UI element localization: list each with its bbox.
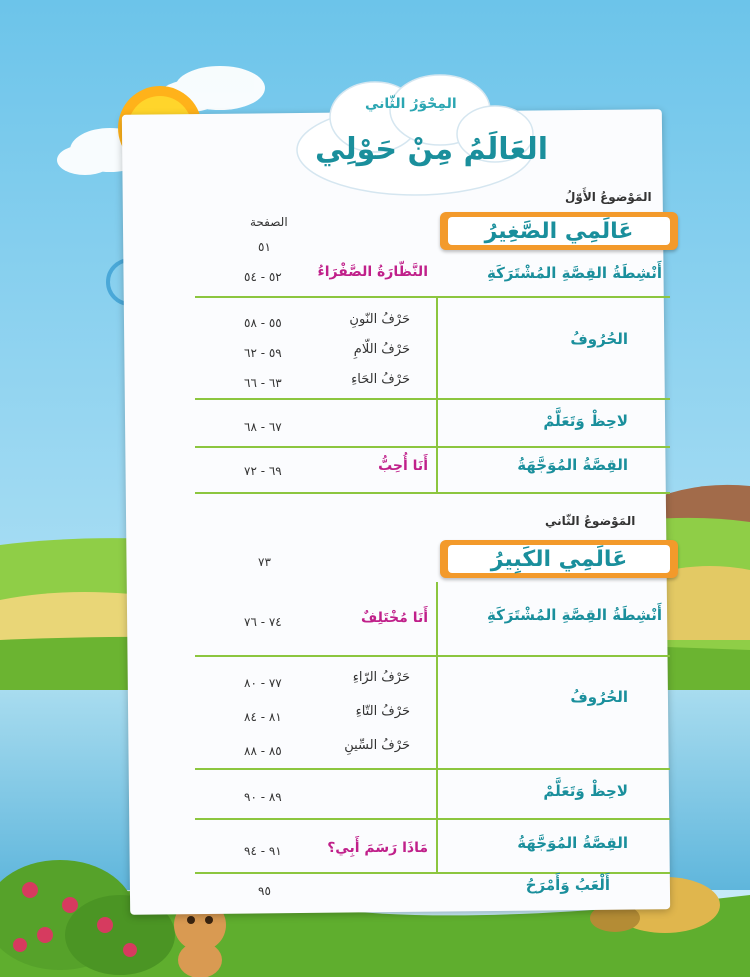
t2-section-observe: لاحِظْ وَتَعَلَّمْ (543, 782, 628, 800)
t2-pages-play: ٩٥ (258, 884, 271, 898)
divider (195, 446, 670, 448)
unit-title: العَالَمُ مِنْ حَوْلِي (315, 132, 549, 167)
t2-pages-letter-3: ٨٥ - ٨٨ (244, 744, 282, 758)
t1-section-observe: لاحِظْ وَتَعَلَّمْ (543, 412, 628, 430)
t2-section-letters: الحُرُوفُ (570, 688, 628, 706)
t2-item-letter-1: حَرْفُ الرّاءِ (352, 670, 410, 685)
t2-section-guided: القِصَّةُ المُوَجَّهَةُ (517, 834, 628, 852)
column-divider (436, 296, 438, 492)
t2-item-letter-2: حَرْفُ التّاءِ (355, 704, 410, 719)
topic1-start-page: ٥١ (258, 240, 271, 254)
divider (195, 768, 670, 770)
t1-pages-guided: ٦٩ - ٧٢ (244, 464, 282, 478)
t2-pages-observe: ٨٩ - ٩٠ (244, 790, 282, 804)
t1-item-shared: النَّظّارَةُ الصَّفْرَاءُ (317, 264, 428, 280)
unit-label: المِحْوَرُ الثّاني (365, 96, 457, 112)
t1-item-guided: أَنَا أُحِبُّ (378, 458, 428, 474)
t1-pages-letter-3: ٦٣ - ٦٦ (244, 376, 282, 390)
t2-item-letter-3: حَرْفُ السِّينِ (344, 738, 410, 753)
divider (195, 655, 670, 657)
t1-pages-shared: ٥٢ - ٥٤ (244, 270, 282, 284)
t1-item-letter-2: حَرْفُ اللّامِ (353, 342, 410, 357)
divider (195, 398, 670, 400)
topic1-title: عَالَمِي الصَّغِيرُ (448, 217, 670, 245)
topic2-start-page: ٧٣ (258, 555, 271, 569)
divider (195, 872, 670, 874)
t2-item-shared: أَنَا مُخْتَلِفٌ (360, 610, 428, 626)
topic1-banner (440, 212, 678, 250)
t1-pages-letter-1: ٥٥ - ٥٨ (244, 316, 282, 330)
t2-pages-letter-2: ٨١ - ٨٤ (244, 710, 282, 724)
t2-pages-guided: ٩١ - ٩٤ (244, 844, 282, 858)
topic1-label: المَوْضوعُ الأَوّلُ (565, 190, 652, 204)
topic2-label: المَوْضوعُ الثّاني (545, 514, 636, 528)
t1-pages-letter-2: ٥٩ - ٦٢ (244, 346, 282, 360)
t1-section-guided: القِصَّةُ المُوَجَّهَةُ (517, 456, 628, 474)
divider (195, 818, 670, 820)
t2-section-shared: أَنْشِطَةُ القِصَّةِ المُشْتَرَكَةِ (486, 606, 662, 624)
topic2-title: عَالَمِي الكَبِيرُ (448, 545, 670, 573)
t1-item-letter-1: حَرْفُ النّونِ (349, 312, 410, 327)
page-column-header: الصفحة (250, 215, 288, 229)
divider (195, 296, 670, 298)
column-divider (436, 582, 438, 872)
t1-item-letter-3: حَرْفُ الحَاءِ (351, 372, 410, 387)
divider (195, 492, 670, 494)
t1-section-shared: أَنْشِطَةُ القِصَّةِ المُشْتَرَكَةِ (486, 264, 662, 282)
t2-pages-letter-1: ٧٧ - ٨٠ (244, 676, 282, 690)
t1-section-letters: الحُرُوفُ (570, 330, 628, 348)
t2-section-play: أَلْعَبُ وَأَمْرَحُ (525, 876, 610, 894)
t2-pages-shared: ٧٤ - ٧٦ (244, 615, 282, 629)
t2-item-guided: مَاذَا رَسَمَ أَبِي؟ (327, 840, 428, 856)
topic2-banner (440, 540, 678, 578)
t1-pages-observe: ٦٧ - ٦٨ (244, 420, 282, 434)
